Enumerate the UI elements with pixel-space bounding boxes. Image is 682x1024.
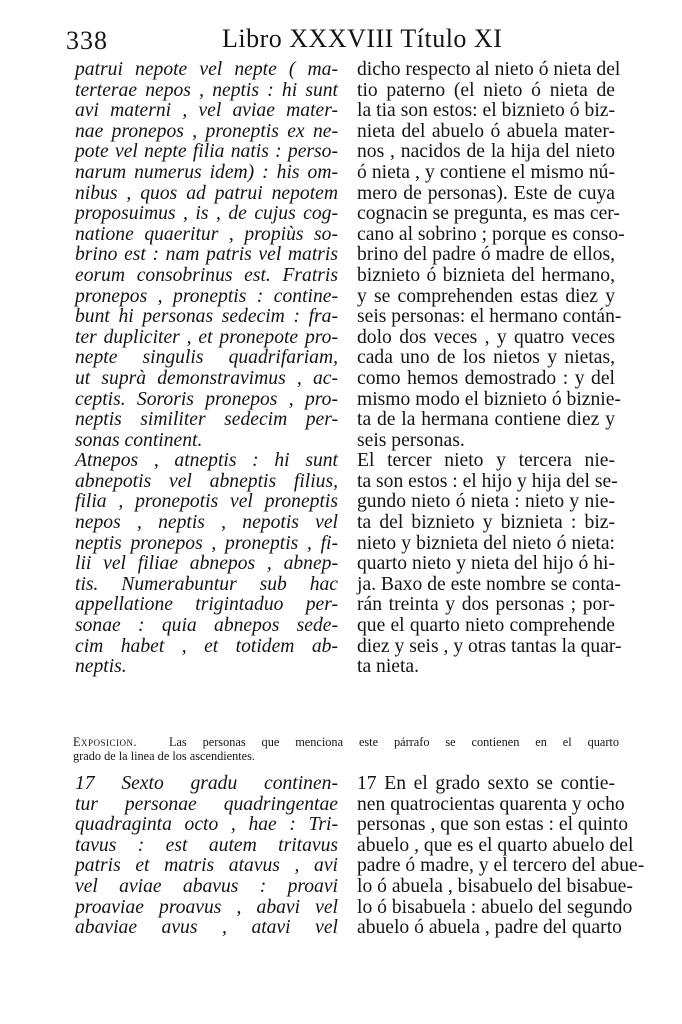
text-line: nepos , neptis , nepotis vel — [75, 512, 338, 534]
text-line: natione quaeritur , propiùs so- — [75, 223, 338, 245]
text-line: cano al sobrino ; porque es conso- — [357, 223, 625, 245]
text-line: seis personas: el hermano contán- — [357, 306, 622, 328]
text-line: brino est : nam patris vel matris — [75, 244, 338, 266]
text-line: y se comprehenden estas diez y — [357, 285, 615, 307]
text-line: patris et matris atavus , avi — [75, 855, 338, 877]
text-line: eorum consobrinus est. Fratris — [75, 264, 338, 286]
text-line: tur personae quadringentae — [75, 793, 338, 815]
text-line: cada uno de los nietos y nietas, — [357, 347, 615, 369]
text-line: tis. Numerabuntur sub hac — [75, 573, 338, 595]
text-line: brino del padre ó madre de ellos, — [357, 244, 615, 266]
text-line: ta son estos : el hijo y hija del se- — [357, 470, 618, 492]
spanish-column-upper — [357, 59, 625, 678]
text-line: ter dupliciter , et pronepote pro- — [75, 326, 338, 348]
text-line: mismo modo el biznieto ó biznie- — [357, 388, 621, 410]
text-line: que el quarto nieto comprehende — [357, 615, 615, 637]
text-line: avi materni , vel aviae mater- — [75, 100, 338, 122]
text-line: lo ó bisabuela : abuelo del segundo — [357, 896, 633, 918]
text-line: proaviae proavus , abavi vel — [75, 896, 338, 918]
text-line: El tercer nieto y tercera nie- — [357, 450, 615, 472]
text-line: neptis similiter sedecim per- — [75, 409, 338, 431]
text-line: sonae : quia abnepos sede- — [75, 615, 338, 637]
text-line: sonas continent. — [75, 429, 203, 451]
text-line: cognacin se pregunta, es mas cer- — [357, 203, 620, 225]
text-line: proposuimus , is , de cujus cog- — [75, 203, 338, 225]
text-line: dolo dos veces , y quatro veces — [357, 326, 615, 348]
text-line: diez y seis , y otras tantas la quar- — [357, 635, 622, 657]
text-line: terterae nepos , neptis : hi sunt — [75, 79, 338, 101]
text-line: appellatione trigintaduo per- — [75, 594, 338, 616]
text-line: lo ó abuela , bisabuelo del bisabue- — [357, 875, 633, 897]
text-line: patrui nepote vel nepte ( ma- — [75, 59, 338, 80]
text-line: gundo nieto ó nieta : nieto y nie- — [357, 491, 615, 513]
text-line: 17 En el grado sexto se contie- — [357, 773, 615, 794]
text-line: nos , nacidos de la hija del nieto — [357, 141, 615, 163]
spanish-column-lower — [357, 773, 645, 939]
text-line: nepte singulis quadrifariam, — [75, 347, 338, 369]
text-line: biznieto ó biznieta del hermano, — [357, 264, 615, 286]
text-line: filia , pronepotis vel proneptis — [75, 491, 338, 513]
text-line: nen quatrocientas quarenta y ocho — [357, 793, 625, 815]
page-number: 338 — [66, 26, 108, 55]
text-line: lii vel filiae abnepos , abnep- — [75, 553, 338, 575]
text-line: abnepotis vel abneptis filius, — [75, 470, 338, 492]
exposicion-text-line-2: grado de la linea de los ascendientes. — [73, 749, 255, 763]
text-line: quarto nieto y nieta del hijo ó hi- — [357, 553, 615, 575]
text-line: como hemos demostrado : y del — [357, 367, 615, 389]
text-line: abuelo ó abuela , padre del quarto — [357, 917, 622, 939]
text-line: pote vel nepte filia natis : perso- — [75, 141, 338, 163]
text-line: ceptis. Sororis pronepos , pro- — [75, 388, 338, 410]
text-line: pronepos , proneptis : contine- — [75, 285, 338, 307]
text-line: dicho respecto al nieto ó nieta del — [357, 59, 621, 80]
running-title: Libro XXXVIII Título XI — [222, 24, 503, 53]
text-line: neptis pronepos , proneptis , fi- — [75, 532, 338, 554]
text-line: bunt hi personas sedecim : fra- — [75, 306, 338, 328]
text-line: seis personas. — [357, 429, 465, 451]
text-line: nae pronepos , proneptis ex ne- — [75, 120, 338, 142]
text-line: abuelo , que es el quarto abuelo del — [357, 834, 634, 856]
text-line: abaviae avus , atavi vel — [75, 917, 338, 939]
latin-column-lower — [75, 774, 338, 939]
text-line: vel aviae abavus : proavi — [75, 875, 338, 897]
text-line: personas , que son estas : el quinto — [357, 814, 629, 836]
exposicion-label: Exposicion. — [73, 735, 138, 749]
text-line: mero de personas). Este de cuya — [357, 182, 615, 204]
text-line: 17 Sexto gradu continen- — [75, 773, 338, 794]
text-line: ja. Baxo de este nombre se conta- — [357, 573, 621, 595]
text-line: narum numerus idem) : his om- — [75, 161, 338, 183]
page-header — [0, 14, 682, 55]
exposicion-text-line-1: Las personas que menciona este párrafo se contienen en el quarto — [168, 735, 619, 749]
text-line: rán treinta y dos personas ; por- — [357, 594, 615, 616]
text-line: ut suprà demonstravimus , ac- — [75, 367, 338, 389]
text-line: tavus : est autem tritavus — [75, 834, 338, 856]
latin-column-upper — [75, 60, 338, 678]
text-line: tio paterno (el nieto ó nieta de — [357, 79, 615, 101]
text-line: nieto y biznieta del nieto ó nieta: — [357, 532, 615, 554]
text-line: cim habet , et totidem ab- — [75, 635, 338, 657]
text-line: la tia son estos: el biznieto ó biz- — [357, 100, 615, 122]
text-line: padre ó madre, y el tercero del abue- — [357, 855, 645, 877]
text-line: Atnepos , atneptis : hi sunt — [75, 450, 338, 472]
text-line: ta de la hermana contiene diez y — [357, 409, 615, 431]
text-line: ta del biznieto y biznieta : biz- — [357, 512, 615, 534]
exposicion-note — [73, 735, 619, 763]
text-line: neptis. — [75, 656, 127, 678]
text-line: ó nieta , y contiene el mismo nú- — [357, 161, 615, 183]
text-line: nibus , quos ad patrui nepotem — [75, 182, 338, 204]
text-line: quadraginta octo , hae : Tri- — [75, 814, 338, 836]
text-line: nieta del abuelo ó abuela mater- — [357, 120, 615, 142]
text-line: ta nieta. — [357, 656, 420, 678]
